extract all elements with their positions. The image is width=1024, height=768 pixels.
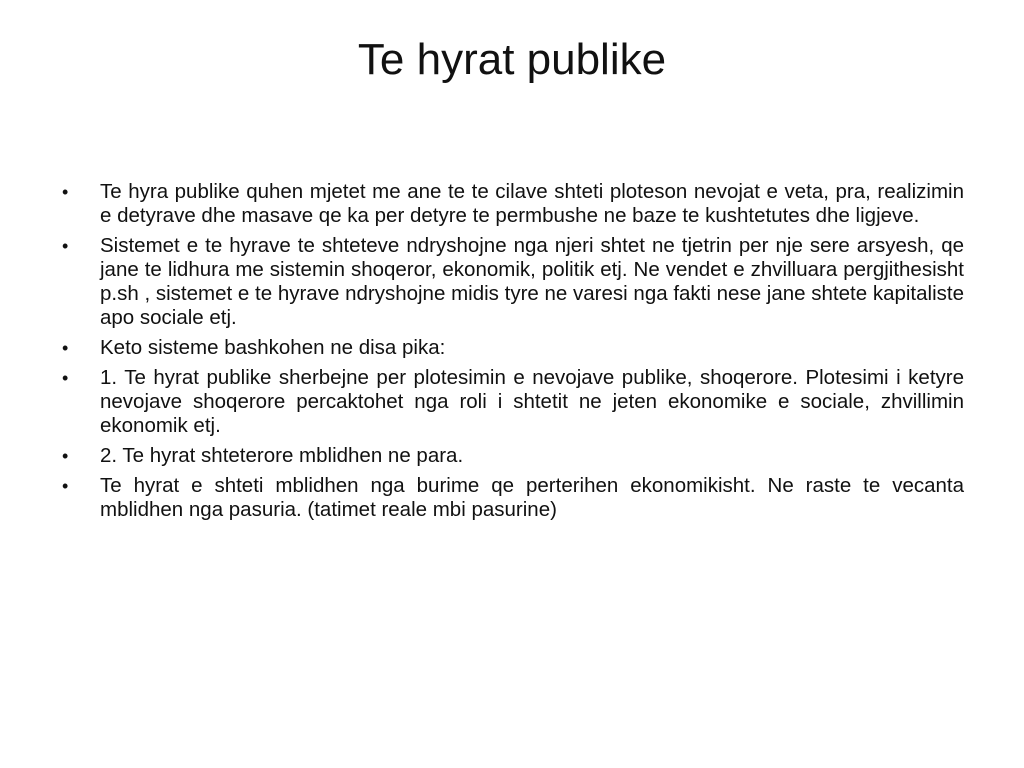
slide-title: Te hyrat publike: [357, 35, 667, 84]
bullet-text: Te hyra publike quhen mjetet me ane te te cilave shteti ploteson nevojat e veta, pra, realizimin e detyrave dhe masave qe ka per detyre te permbushe ne baze te kushtetutes dhe ligjeve.: [100, 180, 964, 227]
bullet-dot-icon: •: [62, 338, 69, 358]
bullet-dot-icon: •: [62, 182, 69, 202]
bullet-text: Te hyrat e shteti mblidhen nga burime qe perterihen ekonomikisht. Ne raste te vecanta mblidhen nga pasuria. (tatimet reale mbi pasurine): [100, 474, 964, 521]
bullet-list: [62, 180, 964, 528]
bullet-dot-icon: •: [62, 446, 69, 466]
bullet-item: [62, 366, 964, 438]
bullet-item: [62, 336, 964, 360]
bullet-text: 2. Te hyrat shteterore mblidhen ne para.: [100, 444, 464, 467]
bullet-item: [62, 234, 964, 330]
bullet-item: [62, 444, 964, 468]
bullet-item: [62, 180, 964, 228]
bullet-text: 1. Te hyrat publike sherbejne per plotesimin e nevojave publike, shoqerore. Plotesimi i ketyre nevojave shoqerore percaktohet nga roli i shtetit ne jeten ekonomike e sociale, zhvillimin ekonomik etj.: [100, 366, 964, 437]
bullet-item: [62, 474, 964, 522]
bullet-dot-icon: •: [62, 236, 69, 256]
bullet-text: Keto sisteme bashkohen ne disa pika:: [100, 336, 446, 359]
bullet-text: Sistemet e te hyrave te shteteve ndryshojne nga njeri shtet ne tjetrin per nje sere arsyesh, qe jane te lidhura me sistemin shoqeror, ekonomik, politik etj. Ne vendet e zhvilluara pergjithesisht p.sh , sistemet e te hyrave ndryshojne midis tyre ne varesi nga fakti nese jane shtete kapitaliste apo sociale etj.: [100, 234, 964, 329]
bullet-dot-icon: •: [62, 368, 69, 388]
bullet-dot-icon: •: [62, 476, 69, 496]
